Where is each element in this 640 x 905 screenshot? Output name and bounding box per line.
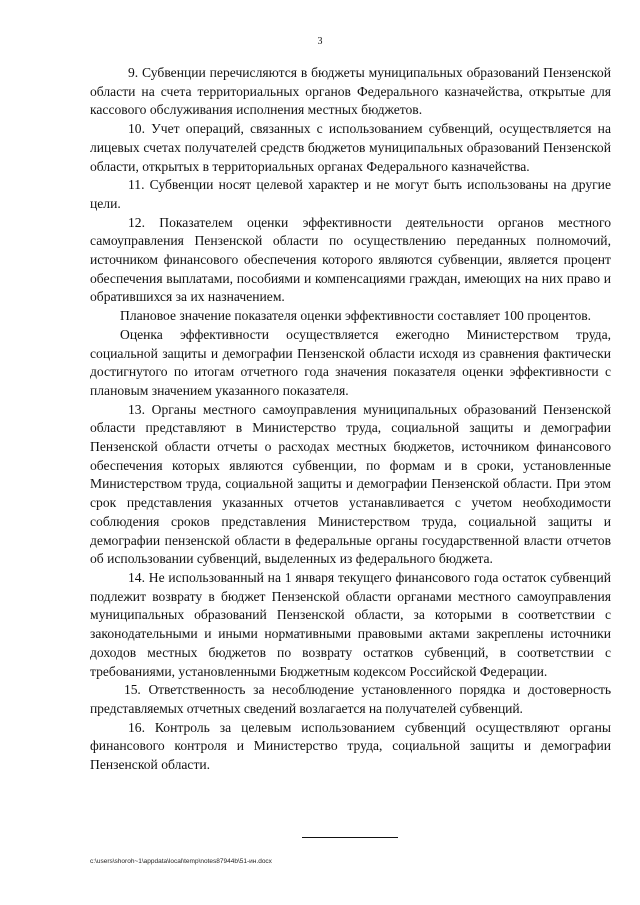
- paragraph-11: 11. Субвенции носят целевой характер и не могут быть использованы на другие цели.: [90, 177, 611, 211]
- paragraph-9: 9. Субвенции перечисляются в бюджеты муниципальных образований Пензенской области на счета территориальных органов Федерального казначейства, открытые для кассового обслуживания исполнения местных бюджетов.: [90, 65, 611, 118]
- document-body: [90, 64, 611, 775]
- footer-divider: [302, 837, 398, 838]
- paragraph-planned-value: Плановое значение показателя оценки эффективности составляет 100 процентов.: [120, 308, 592, 324]
- paragraph-14: 14. Не использованный на 1 января текущего финансового года остаток субвенций подлежит возврату в бюджет Пензенской области органами местного самоуправления муниципальных образований Пензенской области, за которыми в соответствии с законодательными и иными нормативными правовыми актами закреплены источники доходов местных бюджетов по возврату остатков субвенций, в соответствии с требованиями, установленными Бюджетным кодексом Российской Федерации.: [90, 569, 611, 679]
- footer-file-path: c:\users\shoroh~1\appdata\local\temp\notes87944b\51-ин.docx: [90, 858, 272, 865]
- paragraph-16: 16. Контроль за целевым использованием субвенций осуществляют органы финансового контроля и Министерство труда, социальной защиты и демографии Пензенской области.: [90, 719, 611, 773]
- paragraph-15: 15. Ответственность за несоблюдение установленного порядка и достоверность представляемых отчетных сведений возлагается на получателей субвенций.: [90, 682, 611, 716]
- paragraph-evaluation: Оценка эффективности осуществляется ежегодно Министерством труда, социальной защиты и демографии Пензенской области исходя из сравнения фактически достигнутого по итогам отчетного года значения показателя оценки эффективности с плановым значением указанного показателя.: [90, 326, 611, 398]
- paragraph-10: 10. Учет операций, связанных с использованием субвенций, осуществляется на лицевых счетах получателей средств бюджетов муниципальных образований Пензенской области, открытых в территориальных органах Федерального казначейства.: [90, 121, 611, 174]
- paragraph-13: 13. Органы местного самоуправления муниципальных образований Пензенской области представляют в Министерство труда, социальной защиты и демографии Пензенской области отчеты о расходах местных бюджетов, источником финансового обеспечения которых являются субвенции, по формам и в сроки, установленные Министерством труда, социальной защиты и демографии Пензенской области. При этом срок представления указанных отчетов устанавливается с учетом необходимости соблюдения сроков представления Министерством труда, социальной защиты и демографии пензенской области в федеральные органы государственной власти отчетов об использовании субвенций, выделенных из федерального бюджета.: [90, 401, 611, 567]
- page-number: 3: [317, 36, 323, 47]
- paragraph-12: 12. Показателем оценки эффективности деятельности органов местного самоуправления Пензенской области по осуществлению переданных полномочий, источником финансового обеспечения которого являются субвенции, является процент обеспечения выплатами, пособиями и компенсациями граждан, имеющих на них право и обратившихся за их назначением.: [90, 214, 611, 305]
